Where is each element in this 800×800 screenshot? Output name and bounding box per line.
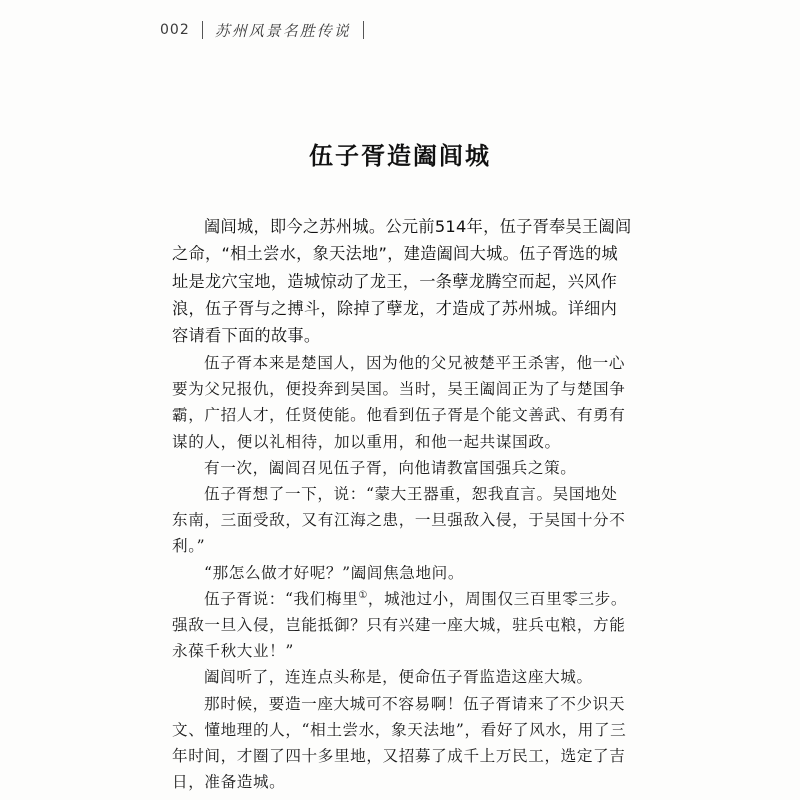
body-paragraph: 阖闾听了，连连点头称是，便命伍子胥监造这座大城。: [204, 668, 593, 687]
header-divider: [202, 21, 203, 39]
footnote-reference[interactable]: ①: [358, 589, 368, 601]
body-paragraph: 伍子胥想了一下，说：“蒙大王器重，恕我直言。吴国地处东南，三面受敌，又有江海之患，一旦强敌入侵，于吴国十分不利。”: [172, 485, 626, 556]
story-body: [172, 350, 632, 795]
body-paragraph: “那怎么做才好呢？”阖闾焦急地问。: [204, 563, 465, 582]
body-paragraph: 伍子胥本来是楚国人，因为他的父兄被楚平王杀害，他一心要为父兄报仇，便投奔到吴国。当时，吴王阖闾正为了与楚国争霸，广招人才，任贤使能。他看到伍子胥是个能文善武、有勇有谋的人，便以礼相待，加以重用，和他一起共谋国政。: [172, 354, 626, 451]
body-paragraph: [172, 586, 632, 665]
chapter-title: 伍子胥造阖闾城: [309, 141, 491, 170]
body-paragraph: 那时候，要造一座大城可不容易啊！伍子胥请来了不少识天文、懂地理的人，“相土尝水，象天法地”，看好了风水，用了三年时间，才圈了四十多里地，又招募了成千上万民工，选定了吉日，准备造城。: [172, 694, 627, 792]
chapter-abstract: [172, 213, 632, 349]
header-divider-end: [363, 21, 364, 39]
running-header: [160, 18, 364, 42]
book-title: 苏州风景名胜传说: [214, 21, 351, 40]
body-text-run: ，城池过小，周围仅三百里零三步。强敌一旦入侵，岂能抵御？只有兴建一座大城，驻兵屯粮，方能永葆千秋大业！”: [172, 589, 628, 661]
abstract-paragraph: 阖闾城，即今之苏州城。公元前514年，伍子胥奉吴王阖闾之命，“相土尝水，象天法地”，建造阖闾大城。伍子胥选的城址是龙穴宝地，造城惊动了龙王，一条孽龙腾空而起，兴风作浪，伍子胥与之搏斗，除掉了孽龙，才造成了苏州城。详细内容请看下面的故事。: [172, 217, 632, 346]
body-paragraph: 有一次，阖闾召见伍子胥，向他请教富国强兵之策。: [204, 458, 577, 477]
page-number: 002: [160, 22, 190, 38]
body-text-run: 伍子胥说：“我们梅里: [204, 589, 359, 608]
